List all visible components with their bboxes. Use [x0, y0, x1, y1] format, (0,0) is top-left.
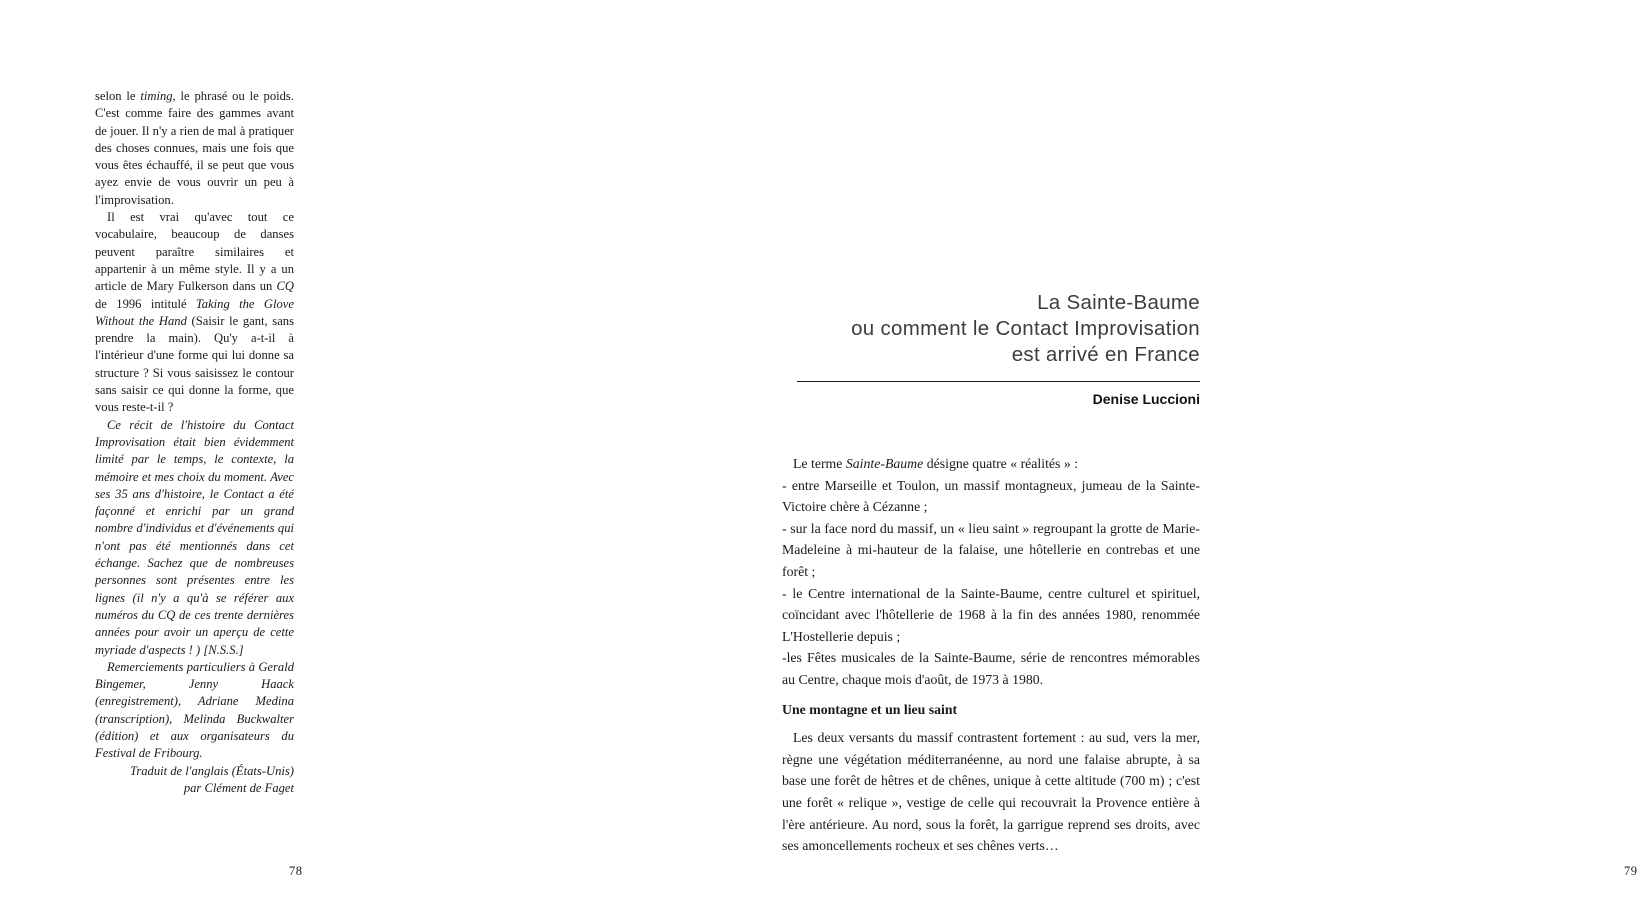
- list-item: -les Fêtes musicales de la Sainte-Baume, série de rencontres mémorables au Centre, chaque mois d'août, de 1973 à 1980.: [782, 650, 1200, 687]
- text-segment: de 1996 intitulé: [95, 296, 196, 311]
- title-line: La Sainte-Baume: [1037, 291, 1200, 314]
- paragraph-timing: [95, 88, 294, 209]
- text-segment-italic: timing,: [140, 89, 176, 103]
- page-number-left: 78: [289, 864, 303, 878]
- page-number-right: 79: [1624, 864, 1638, 878]
- title-line: est arrivé en France: [1011, 343, 1200, 366]
- editor-note: Ce récit de l'histoire du Contact Improvisation était bien évidemment limité par le temps, le contexte, la mémoire et mes choix du moment. Avec ses 35 ans d'histoire, le Contact a été façonné et enrichi par un grand nombre d'individus et d'événements qui n'ont pas été mentionnés dans cet échange. Sachez que de nombreuses personnes sont présentes entre les lignes (il n'y a qu'à se référer aux numéros du CQ de ces trente dernières années pour avoir un aperçu de cette myriade d'aspects ! ) [N.S.S.]: [95, 417, 294, 657]
- right-text-column: [782, 290, 1200, 857]
- text-segment: le phrasé ou le poids. C'est comme faire des gammes avant de jouer. Il n'y a rien de mal à pratiquer des choses connues, mais une fois que vous êtes échauffé, il se peut que vous ayez envie de vous ouvrir un peu à l'improvisation.: [95, 89, 294, 207]
- translation-credit: [95, 763, 294, 798]
- acknowledgements: Remerciements particuliers à Gerald Bingemer, Jenny Haack (enregistrement), Adriane Medina (transcription), Melinda Buckwalter (édition) et aux organisateurs du Festival de Fribourg.: [95, 659, 294, 761]
- list-item: - le Centre international de la Sainte-Baume, centre culturel et spirituel, coïncidant avec l'hôtellerie de 1968 à la fin des années 1980, renommée L'Hostellerie depuis ;: [782, 585, 1200, 644]
- translation-line: Traduit de l'anglais (États-Unis): [130, 763, 294, 778]
- translation-line: par Clément de Faget: [183, 780, 294, 795]
- text-segment-italic: Sainte-Baume: [845, 456, 924, 471]
- paragraph-montagne: Les deux versants du massif contrastent fortement : au sud, vers la mer, règne une végétation méditerranéenne, au nord une falaise abrupte, à sa base une forêt de hêtres et de chênes, unique à cette altitude (700 m) ; c'est une forêt « relique », vestige de celle qui recouvrait la Provence entière à l'ère antérieure. Au nord, sous la forêt, la garrigue reprend ses droits, avec ses amoncellements rocheux et ses chênes verts…: [782, 730, 1200, 854]
- text-segment: désigne quatre « réalités » :: [923, 456, 1079, 471]
- author-name: Denise Luccioni: [1092, 391, 1200, 407]
- left-page: [0, 0, 646, 913]
- text-segment: (Saisir le gant, sans prendre la main). Qu'y a-t-il à l'intérieur d'une forme qui lui donne sa structure ? Si vous saisissez le contour sans saisir ce qui donne la forme, que vous reste-t-il ?: [95, 313, 294, 415]
- text-segment-italic: CQ: [276, 279, 294, 294]
- left-text-column: [95, 88, 294, 797]
- title-line: ou comment le Contact Improvisation: [851, 317, 1200, 340]
- chapter-title: [782, 290, 1200, 368]
- list-item: - entre Marseille et Toulon, un massif montagneux, jumeau de la Sainte-Victoire chère à Cézanne ;: [782, 477, 1200, 515]
- text-segment: Le terme: [793, 456, 846, 471]
- section-heading: Une montagne et un lieu saint: [782, 701, 958, 717]
- text-segment-italic: Taking the Glove Without the Hand: [95, 296, 294, 328]
- text-segment: Il est vrai qu'avec tout ce vocabulaire, beaucoup de danses peuvent paraître similaires et appartenir à un même style. Il y a un article de Mary Fulkerson dans un: [95, 210, 294, 294]
- body-text: [782, 453, 1200, 857]
- title-rule: [797, 381, 1200, 382]
- paragraph-intro: [782, 453, 1200, 475]
- paragraph-vocabulaire: [95, 209, 294, 417]
- text-segment: selon le: [95, 89, 141, 103]
- list-item: - sur la face nord du massif, un « lieu saint » regroupant la grotte de Marie-Madeleine à mi-hauteur de la falaise, une hôtellerie en contrebas et une forêt ;: [782, 520, 1200, 579]
- right-page: [646, 0, 1638, 913]
